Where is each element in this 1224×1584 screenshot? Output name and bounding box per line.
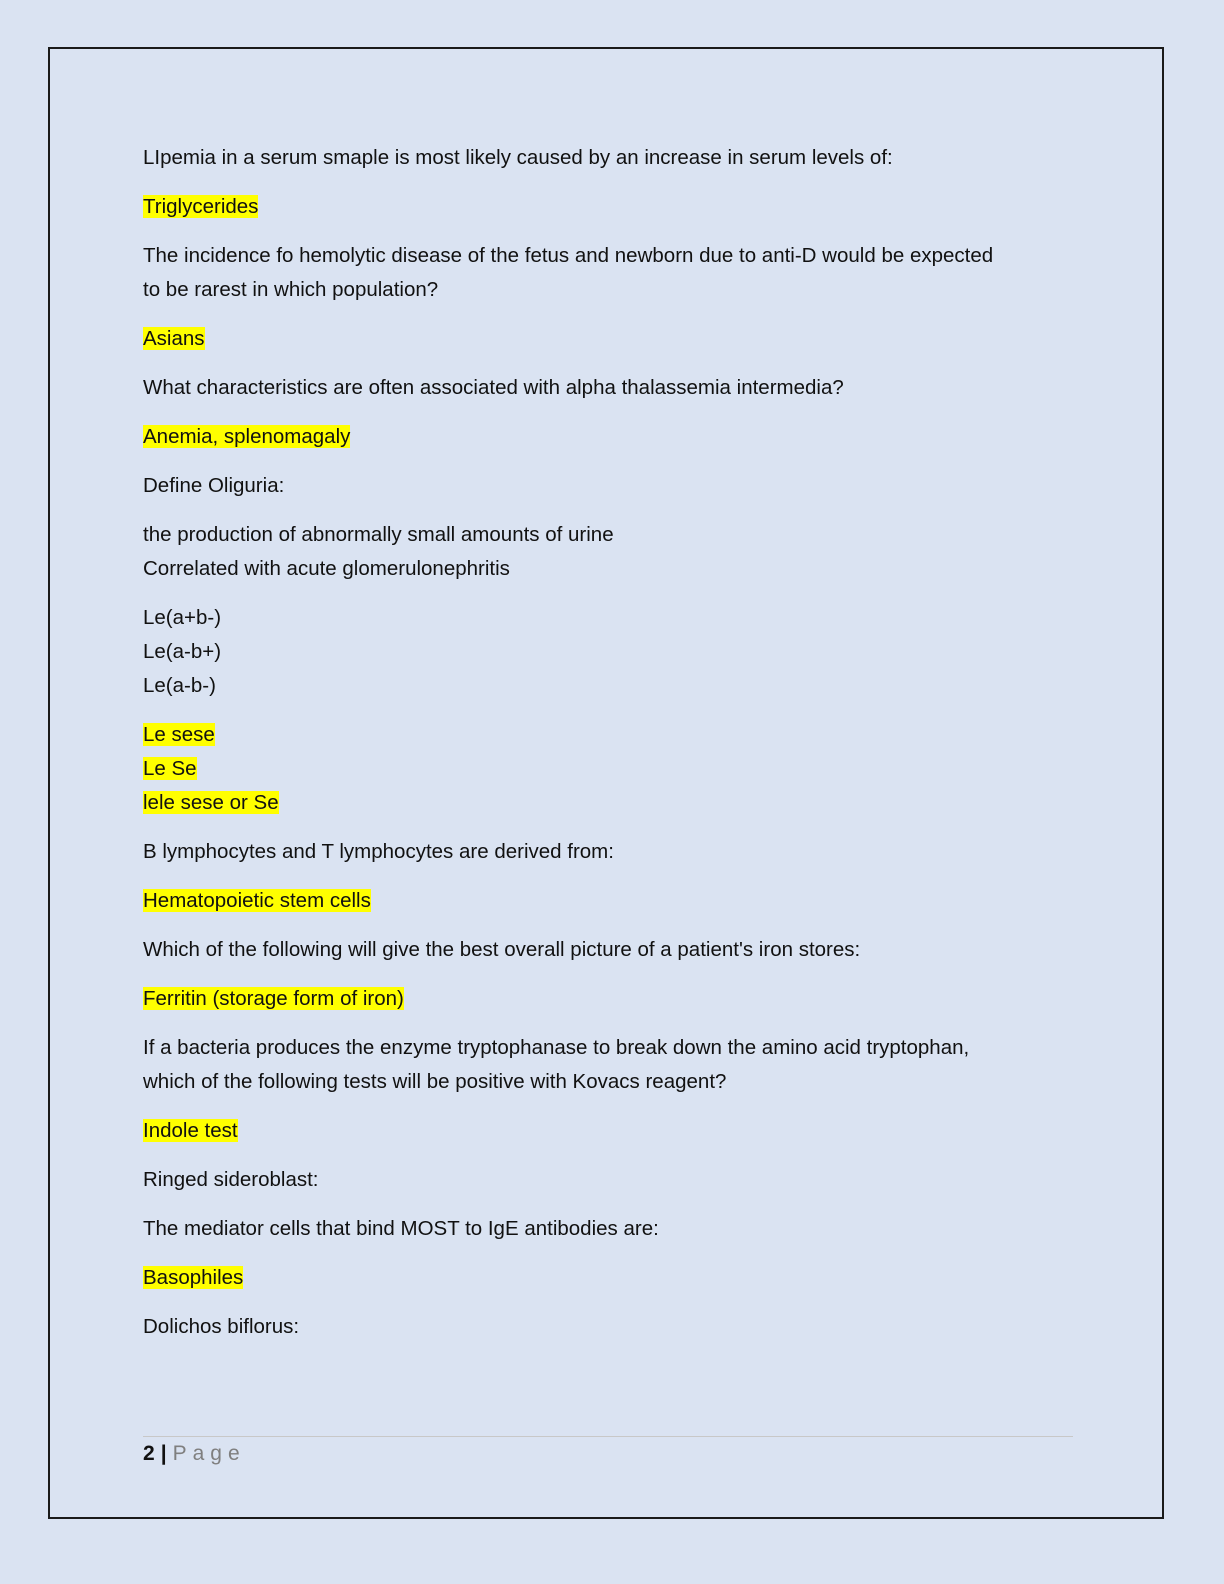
answer-text: Asians	[143, 327, 205, 350]
text-line	[143, 552, 1073, 586]
answer-text: Indole test	[143, 1119, 238, 1142]
page-label: Page	[172, 1442, 246, 1465]
text-line	[143, 322, 1073, 356]
question-text: Le(a+b-)	[143, 606, 222, 629]
question-text: Which of the following will give the best overall picture of a patient's iron stores:	[143, 938, 861, 961]
paragraph	[143, 420, 1073, 454]
text-line	[143, 884, 1073, 918]
text-line	[143, 518, 1073, 552]
answer-text: Le sese	[143, 723, 215, 746]
text-line	[143, 752, 1073, 786]
paragraph	[143, 1031, 1073, 1099]
question-text: to be rarest in which population?	[143, 278, 439, 301]
paragraph	[143, 1261, 1073, 1295]
paragraph	[143, 982, 1073, 1016]
text-line	[143, 141, 1073, 175]
text-line	[143, 1065, 1073, 1099]
text-line	[143, 635, 1073, 669]
paragraph	[143, 469, 1073, 503]
question-text: which of the following tests will be positive with Kovacs reagent?	[143, 1070, 727, 1093]
paragraph	[143, 884, 1073, 918]
paragraph	[143, 601, 1073, 703]
question-text: The incidence fo hemolytic disease of the fetus and newborn due to anti-D would be expected	[143, 244, 994, 267]
text-line	[143, 1310, 1073, 1344]
text-line	[143, 469, 1073, 503]
document-body	[143, 141, 1073, 1359]
text-line	[143, 601, 1073, 635]
paragraph	[143, 1212, 1073, 1246]
paragraph	[143, 1163, 1073, 1197]
text-line	[143, 273, 1073, 307]
question-text: What characteristics are often associated with alpha thalassemia intermedia?	[143, 376, 844, 399]
answer-text: lele sese or Se	[143, 791, 279, 814]
text-line	[143, 239, 1073, 273]
paragraph	[143, 371, 1073, 405]
answer-text: Anemia, splenomagaly	[143, 425, 351, 448]
question-text: Dolichos biflorus:	[143, 1315, 300, 1338]
question-text: Le(a-b-)	[143, 674, 216, 697]
text-line	[143, 1114, 1073, 1148]
paragraph	[143, 933, 1073, 967]
text-line	[143, 982, 1073, 1016]
definition-text: Correlated with acute glomerulonephritis	[143, 557, 510, 580]
question-text: Ringed sideroblast:	[143, 1168, 319, 1191]
question-text: LIpemia in a serum smaple is most likely caused by an increase in serum levels of:	[143, 146, 893, 169]
answer-text: Triglycerides	[143, 195, 259, 218]
text-line	[143, 190, 1073, 224]
text-line	[143, 371, 1073, 405]
text-line	[143, 933, 1073, 967]
question-text: Le(a-b+)	[143, 640, 222, 663]
question-text: B lymphocytes and T lymphocytes are derived from:	[143, 840, 614, 863]
text-line	[143, 1031, 1073, 1065]
question-text: If a bacteria produces the enzyme tryptophanase to break down the amino acid tryptophan,	[143, 1036, 970, 1059]
question-text: Define Oliguria:	[143, 474, 285, 497]
question-text: The mediator cells that bind MOST to IgE antibodies are:	[143, 1217, 659, 1240]
paragraph	[143, 239, 1073, 307]
paragraph	[143, 1310, 1073, 1344]
text-line	[143, 420, 1073, 454]
definition-text: the production of abnormally small amounts of urine	[143, 523, 614, 546]
text-line	[143, 835, 1073, 869]
text-line	[143, 786, 1073, 820]
text-line	[143, 718, 1073, 752]
text-line	[143, 669, 1073, 703]
answer-text: Hematopoietic stem cells	[143, 889, 371, 912]
answer-text: Le Se	[143, 757, 197, 780]
paragraph	[143, 518, 1073, 586]
answer-text: Ferritin (storage form of iron)	[143, 987, 404, 1010]
page-number: 2	[143, 1442, 155, 1465]
text-line	[143, 1212, 1073, 1246]
paragraph	[143, 718, 1073, 820]
paragraph	[143, 190, 1073, 224]
text-line	[143, 1163, 1073, 1197]
footer-divider	[143, 1436, 1073, 1437]
paragraph	[143, 1114, 1073, 1148]
page-footer	[143, 1437, 246, 1471]
answer-text: Basophiles	[143, 1266, 244, 1289]
footer-separator: |	[160, 1442, 167, 1465]
paragraph	[143, 835, 1073, 869]
paragraph	[143, 322, 1073, 356]
text-line	[143, 1261, 1073, 1295]
paragraph	[143, 141, 1073, 175]
